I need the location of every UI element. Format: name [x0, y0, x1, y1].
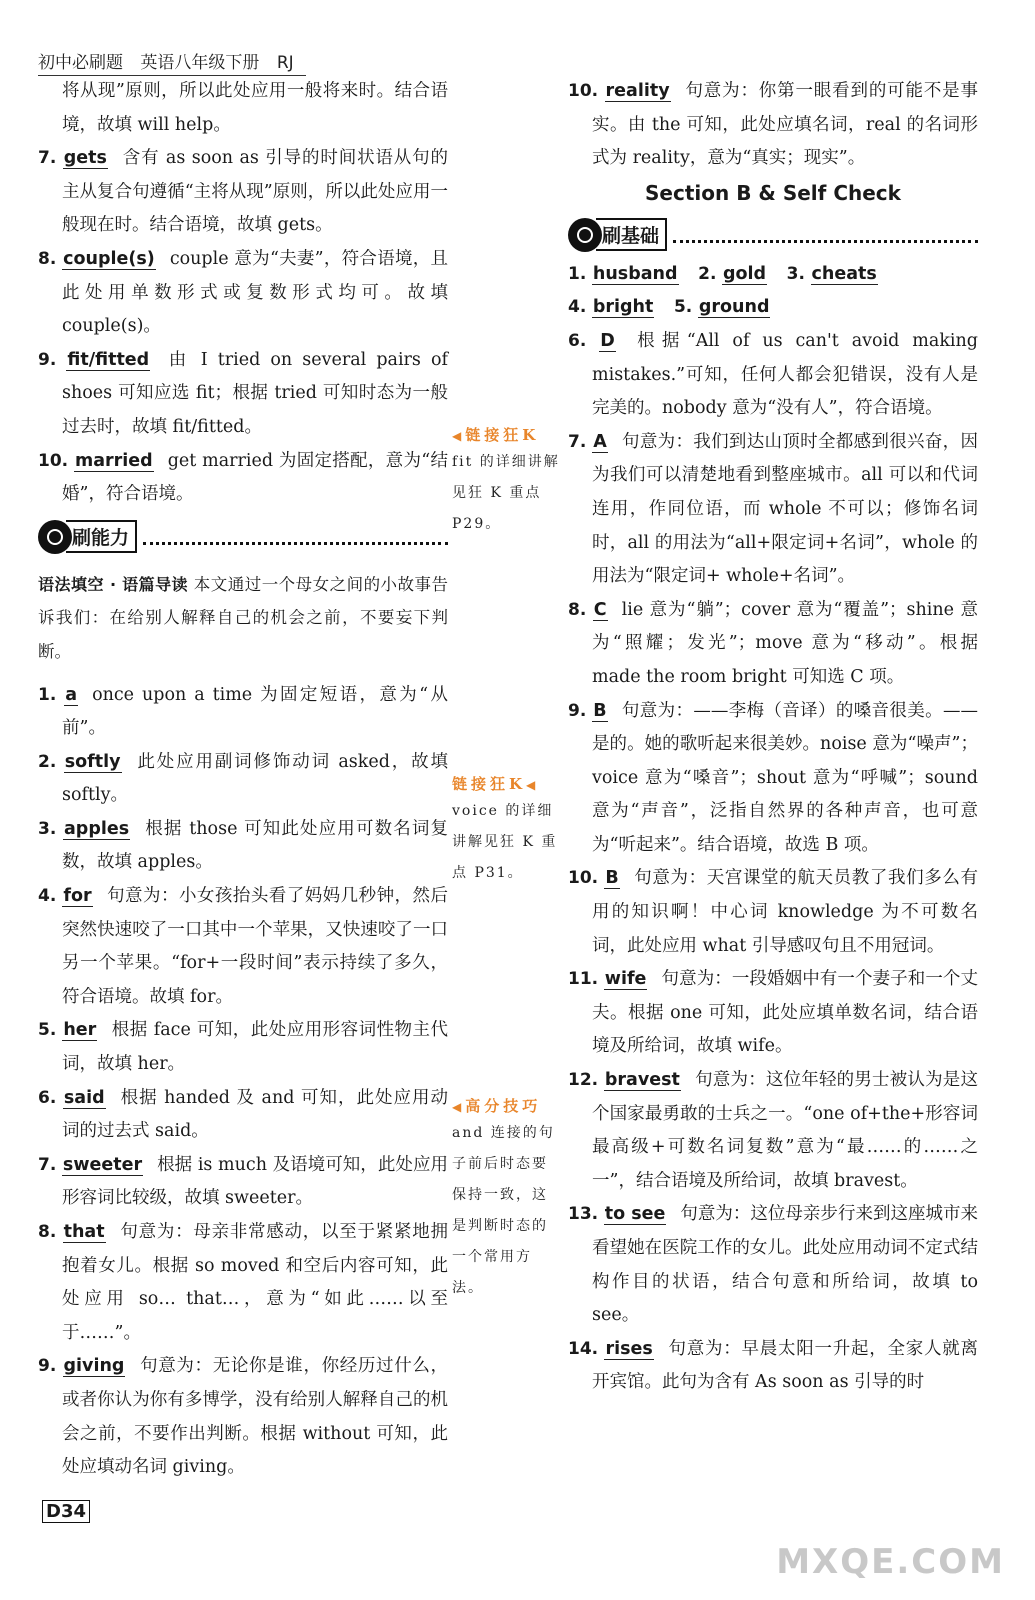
answer: reality	[605, 81, 670, 101]
item-number: 5.	[38, 1020, 57, 1041]
item-number: 12.	[568, 1070, 599, 1091]
answer: bravest	[604, 1070, 680, 1091]
item-number: 1.	[568, 263, 587, 284]
answer: cheats	[811, 263, 877, 284]
explanation: 句意为：这位年轻的男士被认为是这个国家最勇敢的士兵之一。“one of+the+形容词最高级+可数名词复数”意为“最……的……之一”，结合语境及所给词，故填 bravest。	[592, 1070, 978, 1191]
answer-item	[38, 142, 448, 243]
section-title: Section B & Self Check	[645, 180, 901, 205]
left-column	[38, 75, 448, 1485]
item-number: 1.	[38, 684, 57, 705]
answer: sweeter	[62, 1154, 143, 1175]
answer: couple(s)	[63, 248, 155, 269]
explanation: 根据 face 可知，此处应用形容词性物主代词，故填 her。	[62, 1020, 448, 1075]
explanation: get married 为固定搭配，意为“结婚”，符合语境。	[62, 450, 448, 505]
running-header	[38, 48, 306, 76]
answer: fit/fitted	[67, 349, 150, 370]
answer-item	[38, 813, 448, 880]
answer: giving	[63, 1356, 125, 1377]
item-number: 10.	[568, 81, 599, 101]
explanation: 根据 those 可知此处应用可数名词复数，故填 apples。	[62, 818, 448, 873]
item-number: 9.	[38, 1356, 57, 1377]
item-number: 4.	[38, 886, 57, 907]
answer: wife	[604, 969, 647, 990]
item-number: 7.	[568, 431, 587, 452]
item-number: 3.	[786, 263, 805, 284]
item-number: 14.	[568, 1338, 599, 1359]
explanation: 句意为：母亲非常感动，以至于紧紧地拥抱着女儿。根据 so moved 和空后内容可知，此处应用 so… that…，意为“如此……以至于……”。	[62, 1222, 448, 1343]
answer: B	[605, 868, 619, 889]
book-name: 英语八年级下册	[140, 53, 260, 73]
explanation: 句意为：这位母亲步行来到这座城市来看望她在医院工作的女儿。此处应用动词不定式结构作目的状语，结合句意和所给词，故填 to see。	[592, 1204, 978, 1326]
answer-item	[568, 695, 978, 863]
explanation: 句意为：早晨太阳一升起，全家人就离开宾馆。此句为含有 As soon as 引导的时	[592, 1338, 978, 1393]
answer: gets	[63, 148, 107, 169]
explanation: 根据“All of us can't avoid making mistakes.”可知，任何人都会犯错误，没有人是完美的。nobody 意为“没有人”，符合语境。	[592, 330, 978, 419]
item-number: 8.	[38, 248, 57, 269]
intro-text: 本文通过一个母女之间的小故事告诉我们：在给别人解释自己的机会之前，不要妄下判断。	[38, 574, 448, 661]
item-number: 4.	[568, 297, 587, 318]
dotted-rule	[143, 528, 448, 545]
explanation: 句意为：天宫课堂的航天员教了我们多么有用的知识啊！中心词 knowledge 为不可数名词，此处应用 what 引导感叹句且不用冠词。	[592, 868, 978, 956]
answer: A	[593, 431, 607, 452]
item-number: 13.	[568, 1204, 599, 1225]
side-note	[452, 773, 560, 889]
item-number: 10.	[568, 868, 599, 889]
answer: gold	[722, 263, 767, 284]
answer-item	[568, 594, 978, 695]
item-number: 6.	[38, 1087, 57, 1108]
answer: apples	[64, 818, 130, 839]
item-number: 10.	[38, 450, 69, 471]
answer-item	[38, 880, 448, 1014]
explanation: 含有 as soon as 引导的时间状语从句的主从复合句遵循“主将从现”原则，所以此处应用一般现在时。结合语境，故填 gets。	[62, 148, 448, 236]
answer-line	[568, 258, 978, 292]
item-number: 11.	[568, 969, 599, 990]
side-note-title-text: 高分技巧	[465, 1097, 542, 1115]
item-number: 9.	[38, 349, 57, 370]
item-number: 8.	[38, 1222, 57, 1242]
item-number: 9.	[568, 700, 587, 721]
badge-circle-icon	[568, 218, 602, 252]
item-number: 5.	[673, 297, 693, 318]
explanation: 句意为：小女孩抬头看了妈妈几秒钟，然后突然快速咬了一口其中一个苹果，又快速咬了一口另一个苹果。“for+一段时间”表示持续了多久，符合语境。故填 for。	[62, 886, 448, 1007]
answer: that	[63, 1222, 105, 1242]
answer: ground	[698, 297, 770, 318]
answer: to see	[604, 1204, 666, 1225]
explanation: 句意为：无论你是谁，你经历过什么，或者你认为你有多博学，没有给别人解释自己的机会之前，不要作出判断。根据 without 可知，此处应填动名词 giving。	[62, 1356, 448, 1478]
answer: bright	[592, 297, 654, 318]
item-number: 2.	[38, 751, 57, 772]
answer-item	[568, 1064, 978, 1198]
side-note-title-text: 链接狂K	[465, 426, 540, 444]
side-note-title	[452, 424, 560, 447]
answer: said	[63, 1087, 105, 1108]
answer-item	[38, 1014, 448, 1081]
answer-item	[38, 1149, 448, 1216]
answer-item	[568, 325, 978, 426]
answer-item	[38, 344, 448, 445]
intro-label: 语法填空 · 语篇导读	[38, 574, 189, 594]
item-number: 7.	[38, 148, 57, 169]
answer-item	[38, 243, 448, 344]
answer-item	[38, 746, 448, 813]
explanation: 句意为：我们到达山顶时全都感到很兴奋，因为我们可以清楚地看到整座城市。all 可以和代词连用，作同位语，而 whole 不可以；修饰名词时，all 的用法为“all+限定词+名词”，whole 的用法为“限定词+ whole+名词”。	[592, 431, 978, 587]
answer: a	[65, 684, 78, 705]
answer: her	[63, 1020, 97, 1041]
answer-item	[568, 75, 978, 176]
answer-item	[568, 1333, 978, 1400]
answer-item	[568, 963, 978, 1064]
explanation: 根据 handed 及 and 可知，此处应用动词的过去式 said。	[62, 1087, 448, 1142]
answer: rises	[605, 1338, 653, 1359]
answer-item	[38, 679, 448, 746]
item-number: 3.	[38, 818, 57, 839]
explanation: couple 意为“夫妻”，符合语境，且此处用单数形式或复数形式均可。故填 couple(s)。	[62, 248, 448, 337]
item-number: 7.	[38, 1154, 57, 1175]
badge-label: 刷基础	[596, 218, 667, 251]
explanation: 句意为：——李梅（音译）的嗓音很美。——是的。她的歌听起来很美妙。noise 意为“噪声”；voice 意为“嗓音”；shout 意为“呼喊”；sound 意为“声音”，泛指自然界的各种声音，也可意为“听起来”。结合语境，故选 B 项。	[592, 700, 978, 855]
answer-item	[38, 445, 448, 512]
badge-label: 刷能力	[66, 520, 137, 553]
right-column	[568, 75, 978, 1400]
explanation: 句意为：你第一眼看到的可能不是事实。由 the 可知，此处应填名词，real 的名词形式为 reality，意为“真实；现实”。	[592, 81, 978, 169]
explanation: 句意为：一段婚姻中有一个妻子和一个丈夫。根据 one 可知，此处应填单数名词，结合语境及所给词，故填 wife。	[592, 969, 978, 1057]
answer-item	[568, 862, 978, 963]
side-note-body: voice 的详细讲解见狂 K 重点 P31。	[452, 803, 558, 881]
answer-line	[568, 291, 978, 325]
explanation: once upon a time 为固定短语，意为“从前”。	[62, 684, 448, 739]
section-badge-basic	[568, 218, 978, 252]
answer-item	[568, 426, 978, 594]
answer-item	[38, 1082, 448, 1149]
arrow-icon: ◀	[526, 778, 540, 792]
page-number: D34	[42, 1500, 90, 1523]
answer: B	[593, 700, 607, 721]
continued-text: 将从现”原则，所以此处应用一般将来时。结合语境，故填 will help。	[62, 81, 448, 135]
answer: D	[600, 330, 615, 351]
side-note-body: fit 的详细讲解见狂 K 重点 P29。	[452, 454, 560, 532]
answer-item	[568, 1198, 978, 1332]
side-note-title-text: 链接狂K	[452, 775, 527, 793]
item-number: 6.	[568, 330, 587, 351]
section-badge-ability	[38, 520, 448, 554]
item-number: 2.	[698, 263, 717, 284]
series-name: 初中必刷题	[38, 53, 123, 73]
side-note	[452, 1095, 560, 1304]
explanation: 由 I tried on several pairs of shoes 可知应选 fit；根据 tried 可知时态为一般过去时，故填 fit/fitted。	[62, 349, 448, 437]
item-number: 8.	[568, 599, 587, 620]
edition: RJ	[276, 53, 294, 73]
side-note-body: and 连接的句子前后时态要保持一致，这是判断时态的一个常用方法。	[452, 1125, 555, 1296]
explanation: 此处应用副词修饰动词 asked，故填 softly。	[62, 751, 448, 806]
explanation: lie 意为“躺”；cover 意为“覆盖”；shine 意为“照耀；发光”；move 意为“移动”。根据 made the room bright 可知选 C 项。	[592, 599, 978, 687]
badge-circle-icon	[38, 520, 72, 554]
passage-intro	[38, 568, 448, 669]
answer: for	[63, 886, 92, 907]
explanation: 根据 is much 及语境可知，此处应用形容词比较级，故填 sweeter。	[62, 1154, 448, 1209]
watermark-logo: MXQE.COM	[776, 1542, 1005, 1582]
arrow-icon: ◀	[452, 1100, 466, 1114]
answer: C	[593, 599, 607, 620]
answer: husband	[592, 263, 678, 284]
side-note-title	[452, 773, 560, 796]
side-note-title	[452, 1095, 560, 1118]
answer: softly	[64, 751, 121, 772]
answer-item	[38, 1216, 448, 1350]
side-note	[452, 424, 560, 540]
arrow-icon: ◀	[452, 429, 466, 443]
answer: married	[74, 450, 153, 471]
dotted-rule	[673, 226, 978, 243]
answer-item	[38, 1350, 448, 1484]
